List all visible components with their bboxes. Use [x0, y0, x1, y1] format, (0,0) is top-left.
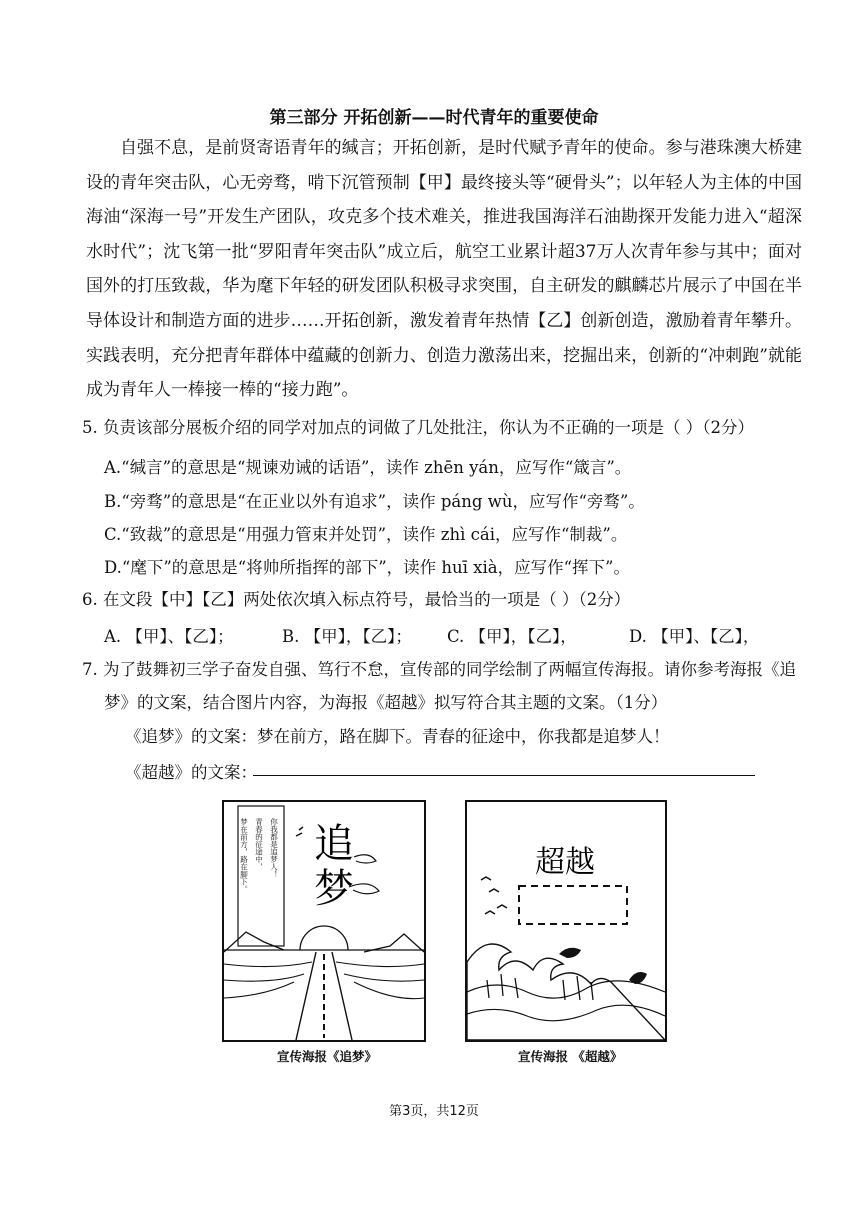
cloud-icon — [354, 855, 376, 863]
q5-option-d: D.“麾下”的意思是“将帅所指挥的部下”，读作 huī xià，应写作“挥下”。 — [104, 558, 630, 577]
poster1-title-char-1: 追 — [314, 821, 354, 867]
blank-copy-box[interactable] — [519, 886, 627, 924]
bird-icon — [481, 877, 507, 914]
poster1-title-char-2: 梦 — [314, 866, 354, 912]
poster-zhuimeng-art — [224, 802, 424, 1040]
poster1-side-text-1: 梦在前方，路在脚下。 — [239, 818, 249, 893]
section-title: 第三部分 开拓创新——时代青年的重要使命 — [269, 108, 599, 128]
question-6-stem: 6. 在文段【中】【乙】两处依次填入标点符号，最恰当的一项是（ ）（2分） — [82, 590, 631, 609]
q5-option-b: B.“旁骛”的意思是“在正业以外有追求”，读作 páng wù，应写作“旁骛”。 — [104, 492, 645, 511]
sun-icon — [300, 926, 348, 950]
example-copy: 《追梦》的文案：梦在前方，路在脚下。青春的征途中，你我都是追梦人！ — [125, 727, 670, 746]
question-7-stem-line1: 7. 为了鼓舞初三学子奋发自强、笃行不怠，宣传部的同学绘制了两幅宣传海报。请你参考海报《追 — [82, 660, 796, 679]
q6-options — [104, 623, 804, 647]
fish-icon — [559, 948, 581, 958]
poster-zhuimeng-caption: 宣传海报《追梦》 — [277, 1049, 378, 1064]
reading-passage: 自强不息，是前贤寄语青年的缄言；开拓创新，是时代赋予青年的使命。参与港珠澳大桥建设的青年突击队，心无旁骛，啃下沉管预制【甲】最终接头等“硬骨头”；以年轻人为主体的中国海油“深海一号”开发生产团队，攻克多个技术难关，推进我国海洋石油勘探开发能力进入“超深水时代”；沈飞第一批“罗阳青年突击队”成立后，航空工业累计超37万人次青年参与其中；面对国外的打压致裁，华为麾下年轻的研发团队积极寻求突围，自主研发的麒麟芯片展示了中国在半导体设计和制造方面的进步……开拓创新，激发着青年热情【乙】创新创造，激励着青年攀升。实践表明，充分把青年群体中蕴藏的创新力、创造力激荡出来，挖掘出来，创新的“冲刺跑”就能成为青年人一棒接一棒的“接力跑”。 — [86, 138, 802, 401]
q6-option-b: B. 【甲】，【乙】； — [282, 627, 412, 646]
poster2-title: 超越 — [535, 845, 595, 880]
answer-label: 《超越》的文案： — [125, 763, 257, 782]
question-5-stem: 5. 负责该部分展板介绍的同学对加点的词做了几处批注，你认为不正确的一项是（ ）（2分） — [82, 418, 754, 437]
q6-option-c: C. 【甲】，【乙】， — [447, 627, 577, 646]
page-number: 第3页，共12页 — [389, 1104, 479, 1119]
poster-chaoyue-caption: 宣传海报 《超越》 — [518, 1049, 623, 1064]
poster-zhuimeng — [222, 800, 426, 1042]
poster-chaoyue — [465, 800, 667, 1042]
answer-blank-line[interactable] — [253, 775, 755, 776]
q5-option-c: C.“致裁”的意思是“用强力管束并处罚”，读作 zhì cái，应写作“制裁”。 — [104, 525, 628, 544]
q6-option-d: D. 【甲】、【乙】， — [629, 627, 760, 646]
bird-icon — [296, 827, 303, 836]
poster1-side-text-3: 你我都是追梦人！ — [269, 818, 279, 878]
poster-chaoyue-art — [467, 802, 665, 1040]
q6-option-a: A. 【甲】、【乙】； — [104, 627, 234, 646]
question-7-stem-line2: 梦》的文案，结合图片内容，为海报《超越》拟写符合其主题的文案。（1分） — [104, 693, 668, 712]
q5-option-a: A.“缄言”的意思是“规谏劝诫的话语”，读作 zhēn yán，应写作“箴言”。 — [104, 458, 632, 477]
wave-crest — [467, 944, 665, 1040]
poster1-side-text-2: 青春的征途中， — [254, 818, 264, 871]
